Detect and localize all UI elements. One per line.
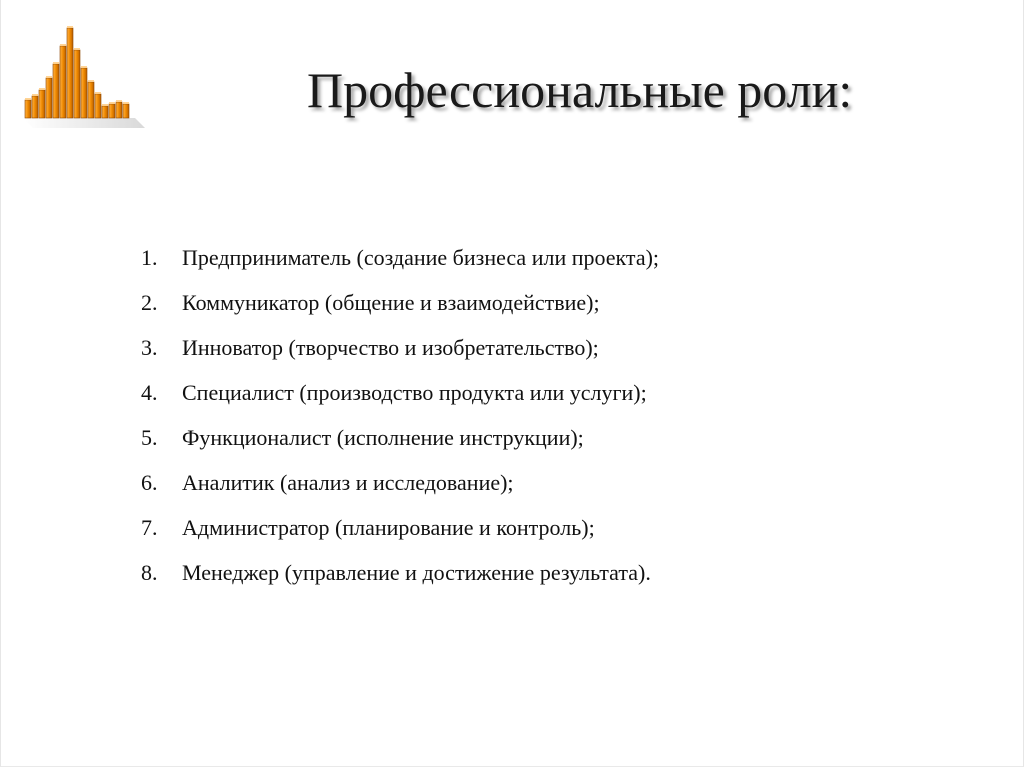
list-item xyxy=(141,555,659,600)
list-item-text: Функционалист (исполнение инструкции); xyxy=(182,425,584,450)
list-item-text: Предприниматель (создание бизнеса или проекта); xyxy=(182,245,660,270)
list-item-text: Коммуникатор (общение и взаимодействие); xyxy=(182,290,600,315)
list-item-text: Специалист (производство продукта или услуги); xyxy=(182,380,647,405)
list-item-text: Менеджер (управление и достижение результата). xyxy=(182,560,651,585)
list-item-text: Инноватор (творчество и изобретательство); xyxy=(182,335,599,360)
list-item-number: 5. xyxy=(141,425,158,450)
list-item-text: Администратор (планирование и контроль); xyxy=(182,515,595,540)
list-item-text: Аналитик (анализ и исследование); xyxy=(182,470,514,495)
slide-title: Профессиональные роли: xyxy=(307,62,853,118)
roles-list xyxy=(141,240,659,600)
list-item-number: 6. xyxy=(141,470,158,495)
list-item xyxy=(141,240,659,285)
list-item-number: 4. xyxy=(141,380,158,405)
bar-chart-logo-icon xyxy=(17,20,151,140)
list-item xyxy=(141,375,659,420)
list-item-number: 2. xyxy=(141,290,158,315)
list-item xyxy=(141,465,659,510)
list-item-number: 3. xyxy=(141,335,158,360)
list-item-number: 1. xyxy=(141,245,158,270)
list-item xyxy=(141,510,659,555)
list-item xyxy=(141,285,659,330)
list-item-number: 7. xyxy=(141,515,158,540)
list-item-number: 8. xyxy=(141,560,158,585)
list-item xyxy=(141,420,659,465)
list-item xyxy=(141,330,659,375)
